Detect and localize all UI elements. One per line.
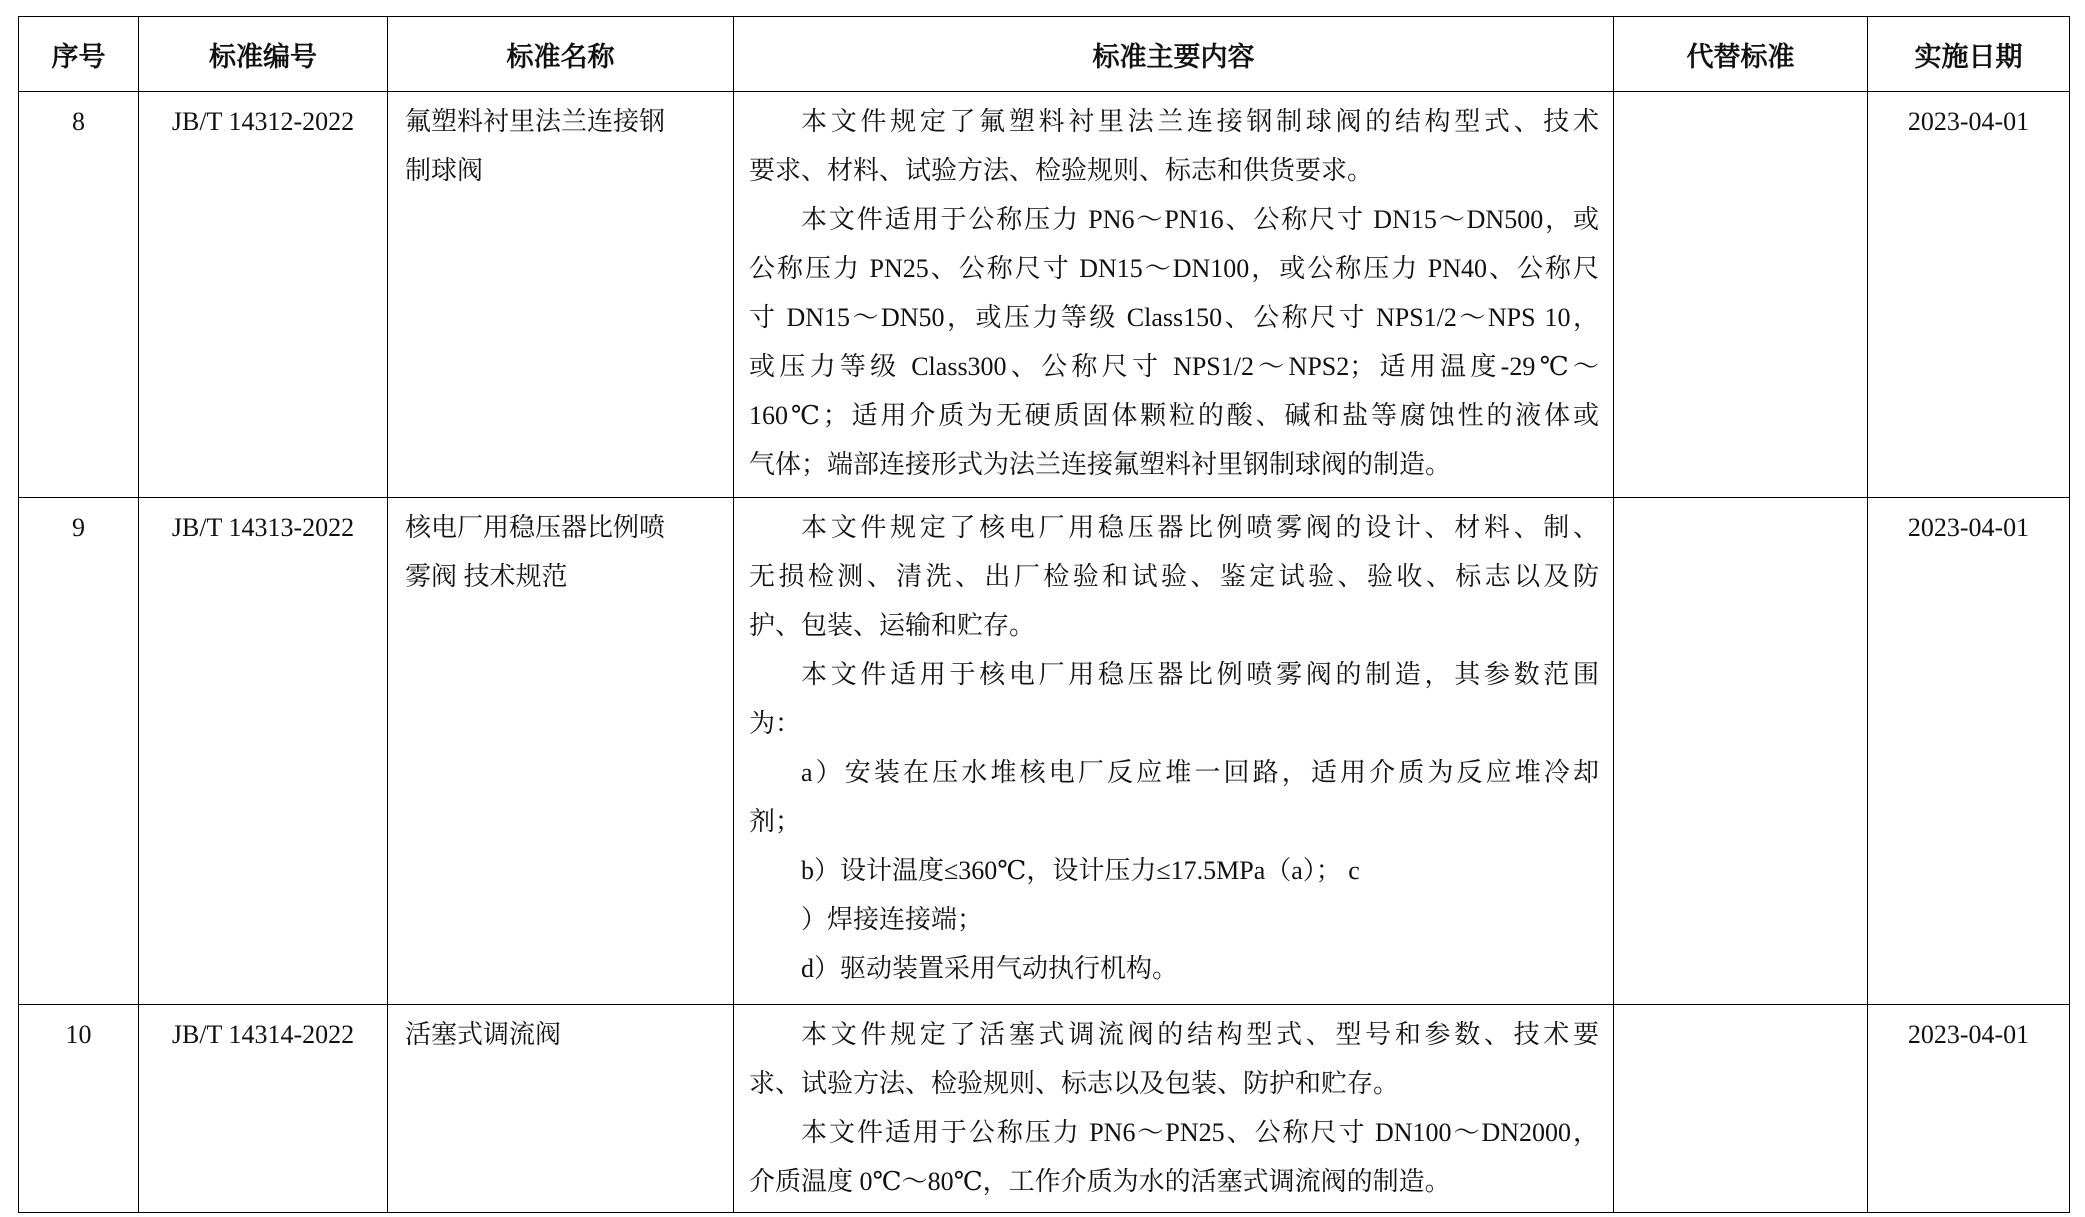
content-line: 无损检测、清洗、出厂检验和试验、鉴定试验、验收、标志以及防 [749, 562, 1599, 591]
table-row [19, 498, 2070, 1005]
row-replaces [1614, 498, 1868, 1005]
row-date: 2023-04-01 [1868, 498, 2070, 1005]
name-line: 雾阀 技术规范 [405, 562, 568, 591]
content-line: 要求、材料、试验方法、检验规则、标志和供货要求。 [749, 156, 1374, 185]
content-line: 剂； [749, 807, 802, 836]
row-content [734, 92, 1614, 498]
header-row [19, 17, 2070, 92]
content-line: 公称压力 PN25、公称尺寸 DN15～DN100，或公称压力 PN40、公称尺 [749, 254, 1599, 283]
content-line: ）焊接连接端； [801, 905, 984, 934]
row-date: 2023-04-01 [1868, 1005, 2070, 1213]
row-name [388, 92, 734, 498]
row-code: JB/T 14312-2022 [139, 92, 388, 498]
row-seq: 8 [19, 92, 139, 498]
header-code: 标准编号 [139, 17, 388, 92]
row-name [388, 1005, 734, 1213]
name-line: 活塞式调流阀 [405, 1020, 562, 1049]
content-line: 求、试验方法、检验规则、标志以及包装、防护和贮存。 [749, 1069, 1400, 1098]
row-code: JB/T 14313-2022 [139, 498, 388, 1005]
content-line: b）设计温度≤360℃，设计压力≤17.5MPa（a）； c [801, 856, 1360, 885]
header-replaces: 代替标准 [1614, 17, 1868, 92]
content-line: 本文件适用于公称压力 PN6～PN16、公称尺寸 DN15～DN500，或 [801, 205, 1599, 234]
content-line: 介质温度 0℃～80℃，工作介质为水的活塞式调流阀的制造。 [749, 1167, 1451, 1196]
content-line: 本文件规定了活塞式调流阀的结构型式、型号和参数、技术要 [801, 1020, 1599, 1049]
row-seq: 9 [19, 498, 139, 1005]
content-line: 本文件适用于公称压力 PN6～PN25、公称尺寸 DN100～DN2000， [801, 1118, 1599, 1147]
content-line: 或压力等级 Class300、公称尺寸 NPS1/2～NPS2；适用温度-29℃～ [749, 352, 1599, 381]
content-line: 寸 DN15～DN50，或压力等级 Class150、公称尺寸 NPS1/2～NPS 10， [749, 303, 1599, 332]
content-line: a）安装在压水堆核电厂反应堆一回路，适用介质为反应堆冷却 [801, 758, 1599, 787]
header-content: 标准主要内容 [734, 17, 1614, 92]
header-date: 实施日期 [1868, 17, 2070, 92]
name-line: 核电厂用稳压器比例喷 [405, 513, 666, 542]
standards-table [18, 16, 2070, 1213]
table-row [19, 92, 2070, 498]
row-replaces [1614, 1005, 1868, 1213]
content-line: 护、包装、运输和贮存。 [749, 611, 1036, 640]
row-replaces [1614, 92, 1868, 498]
row-code: JB/T 14314-2022 [139, 1005, 388, 1213]
name-line: 制球阀 [405, 156, 484, 185]
content-line: 本文件规定了氟塑料衬里法兰连接钢制球阀的结构型式、技术 [801, 107, 1599, 136]
content-line: 本文件适用于核电厂用稳压器比例喷雾阀的制造，其参数范围 [801, 660, 1599, 689]
row-date: 2023-04-01 [1868, 92, 2070, 498]
content-line: 气体；端部连接形式为法兰连接氟塑料衬里钢制球阀的制造。 [749, 450, 1452, 479]
header-name: 标准名称 [388, 17, 734, 92]
row-content [734, 498, 1614, 1005]
row-seq: 10 [19, 1005, 139, 1213]
content-line: 为： [749, 709, 802, 738]
row-name [388, 498, 734, 1005]
table-row [19, 1005, 2070, 1213]
name-line: 氟塑料衬里法兰连接钢 [405, 107, 666, 136]
header-seq: 序号 [19, 17, 139, 92]
row-content [734, 1005, 1614, 1213]
content-line: 本文件规定了核电厂用稳压器比例喷雾阀的设计、材料、制、 [801, 513, 1599, 542]
content-line: d）驱动装置采用气动执行机构。 [801, 954, 1179, 983]
content-line: 160℃；适用介质为无硬质固体颗粒的酸、碱和盐等腐蚀性的液体或 [749, 401, 1599, 430]
